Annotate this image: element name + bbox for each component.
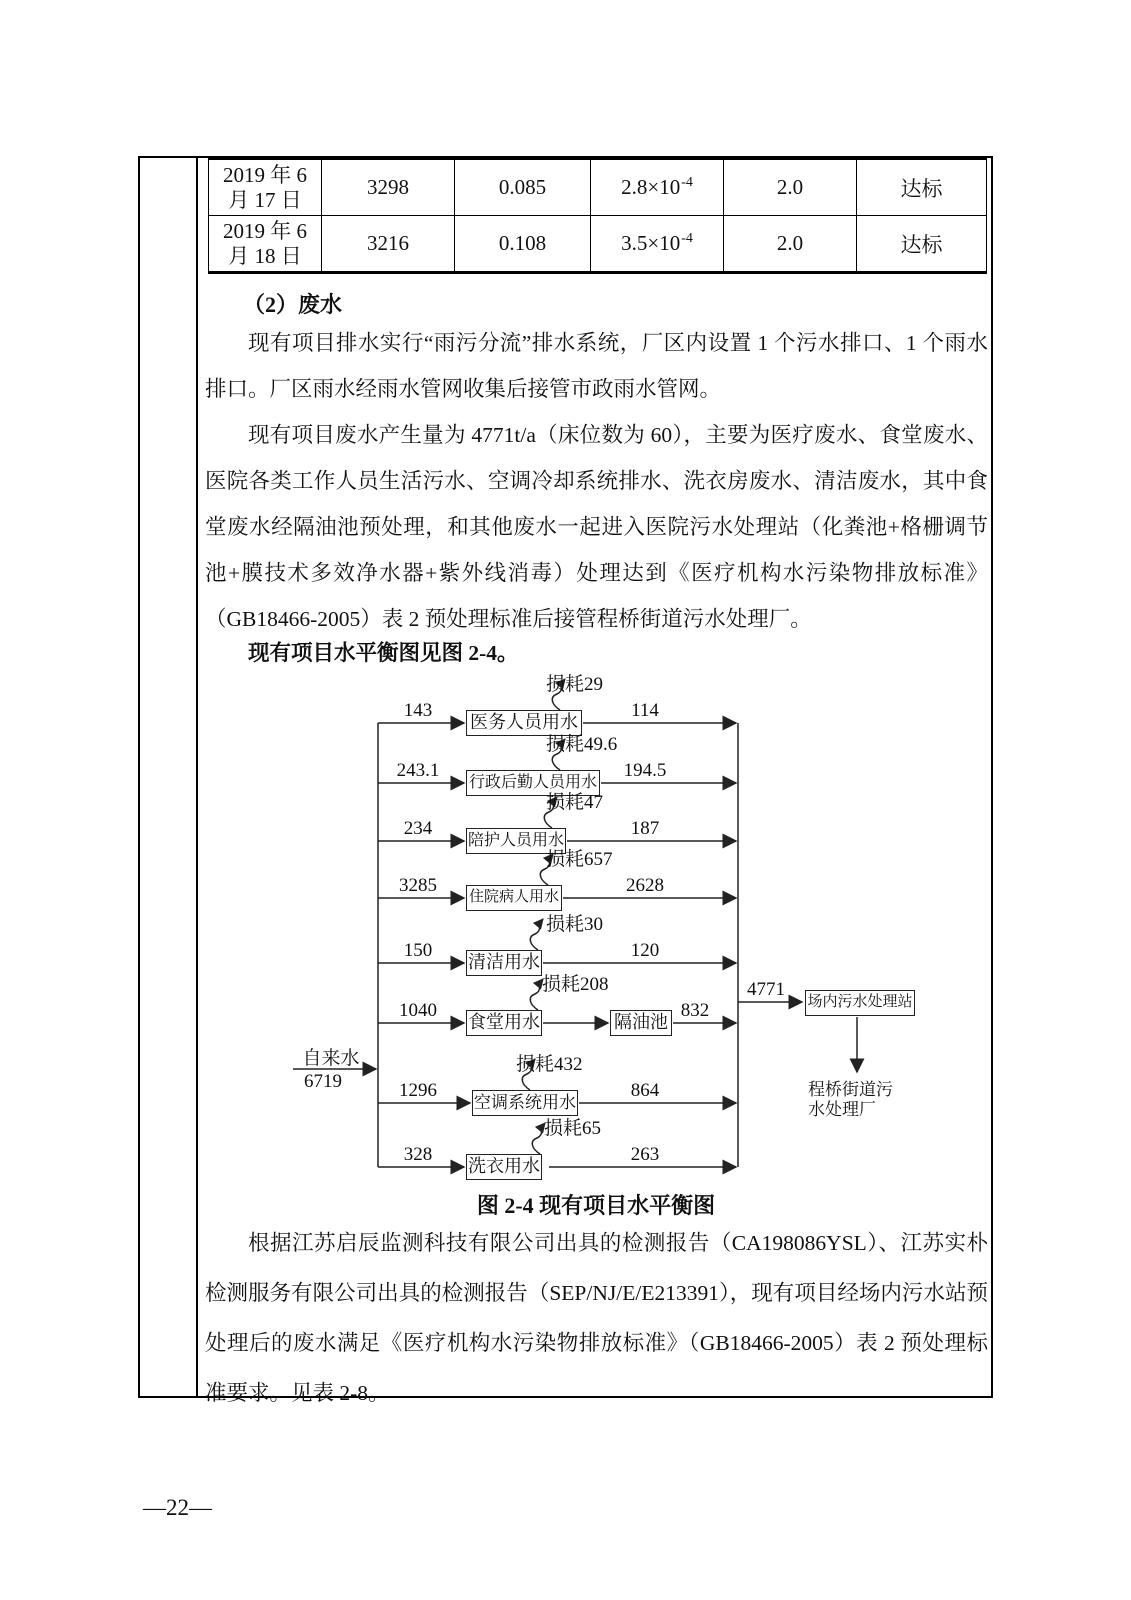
cell-value1: 0.085	[454, 160, 590, 215]
flow-box-admin-logistics-water: 行政后勤人员用水	[466, 770, 600, 796]
total-value: 4771	[747, 979, 785, 1000]
cell-value1: 0.108	[454, 216, 590, 271]
page-number: —22—	[143, 1495, 212, 1520]
flow-box-laundry-water: 洗衣用水	[466, 1154, 542, 1180]
in-value-7: 1296	[399, 1080, 437, 1101]
loss-label-6: 损耗208	[542, 974, 609, 995]
plant-line2: 水处理厂	[808, 1100, 876, 1119]
loss-label-7: 损耗432	[516, 1054, 583, 1075]
flow-box-medical-staff-water: 医务人员用水	[466, 710, 582, 736]
flow-box-hvac-water: 空调系统用水	[472, 1090, 578, 1116]
in-value-8: 328	[403, 1144, 433, 1165]
out-value-8: 263	[630, 1144, 660, 1165]
flow-box-cleaning-water: 清洁用水	[466, 950, 542, 976]
cell-date	[209, 160, 321, 215]
flow-box-inpatient-water: 住院病人用水	[466, 885, 562, 911]
out-value-1: 114	[631, 700, 659, 721]
tap-water-value: 6719	[304, 1071, 342, 1092]
paragraph-wastewater-volume: 现有项目废水产生量为 4771t/a（床位数为 60），主要为医疗废水、食堂废水、医院各类工作人员生活污水、空调冷却系统排水、洗衣房废水、清洁废水，其中食堂废水经隔油池预处理，和其他废水一起进入医院污水处理站（化粪池+格栅调节池+膜技术多效净水器+紫外线消毒）处理达到《医疗机构水污染物排放标准》（GB18466-2005）表 2 预处理标准后接管程桥街道污水处理厂。	[205, 423, 988, 631]
monitoring-table	[208, 157, 987, 274]
table-row	[209, 215, 986, 271]
date-line1: 2019 年 6	[223, 162, 307, 187]
loss-label-5: 损耗30	[546, 914, 604, 935]
in-value-4: 3285	[399, 875, 437, 896]
plant-line1: 程桥街道污	[808, 1080, 893, 1099]
in-value-6: 1040	[399, 1000, 437, 1021]
sci-base: 3.5×10	[621, 231, 681, 255]
sci-exponent: -4	[681, 175, 693, 190]
loss-label-1: 损耗29	[546, 674, 604, 695]
cell-scientific	[590, 216, 723, 271]
tap-water-label: 自来水	[302, 1048, 360, 1069]
out-value-7: 864	[630, 1080, 660, 1101]
cell-result: 达标	[856, 216, 986, 271]
in-value-3: 234	[403, 818, 433, 839]
loss-label-3: 损耗47	[546, 792, 604, 813]
out-value-4: 2628	[626, 875, 664, 896]
cell-date	[209, 216, 321, 271]
table-row	[209, 160, 986, 215]
loss-label-4: 损耗657	[546, 849, 613, 870]
in-value-1: 143	[403, 700, 433, 721]
frame-left-column-divider	[196, 156, 198, 1398]
date-line1: 2019 年 6	[223, 218, 307, 243]
out-value-3: 187	[630, 818, 660, 839]
paragraph-figure-reference: 现有项目水平衡图见图 2-4。	[248, 641, 519, 665]
flow-box-onsite-sewage-station: 场内污水处理站	[805, 990, 915, 1016]
flow-box-caregiver-water: 陪护人员用水	[466, 828, 566, 854]
section-heading-wastewater: （2）废水	[243, 292, 343, 317]
loss-label-8: 损耗65	[544, 1118, 602, 1139]
chengqiao-plant-label	[808, 1080, 893, 1120]
sci-exponent: -4	[681, 231, 693, 246]
paragraph-test-reports: 根据江苏启辰监测科技有限公司出具的检测报告（CA198086YSL）、江苏实朴检测服务有限公司出具的检测报告（SEP/NJ/E/E213391），现有项目经场内污水站预处理后的废水满足《医疗机构水污染物排放标准》（GB18466-2005）表 2 预处理标准要求。见表 2-8。	[205, 1231, 988, 1405]
out-value-5: 120	[630, 940, 660, 961]
in-value-2: 243.1	[396, 760, 440, 781]
water-balance-diagram	[290, 660, 930, 1188]
paragraph-drainage: 现有项目排水实行“雨污分流”排水系统，厂区内设置 1 个污水排口、1 个雨水排口。厂区雨水经雨水管网收集后接管市政雨水管网。	[205, 331, 988, 401]
figure-caption: 图 2-4 现有项目水平衡图	[476, 1193, 716, 1218]
cell-flow: 3216	[321, 216, 454, 271]
cell-value2: 2.0	[723, 160, 856, 215]
out-value-6: 832	[680, 1000, 710, 1021]
date-line2: 月 17 日	[228, 187, 302, 212]
in-value-5: 150	[403, 940, 433, 961]
cell-result: 达标	[856, 160, 986, 215]
flow-box-grease-trap: 隔油池	[610, 1010, 672, 1036]
sci-base: 2.8×10	[621, 175, 681, 199]
cell-scientific	[590, 160, 723, 215]
loss-label-2: 损耗49.6	[546, 734, 618, 755]
date-line2: 月 18 日	[228, 243, 302, 268]
out-value-2: 194.5	[623, 760, 667, 781]
cell-value2: 2.0	[723, 216, 856, 271]
cell-flow: 3298	[321, 160, 454, 215]
flow-box-canteen-water: 食堂用水	[466, 1010, 542, 1036]
